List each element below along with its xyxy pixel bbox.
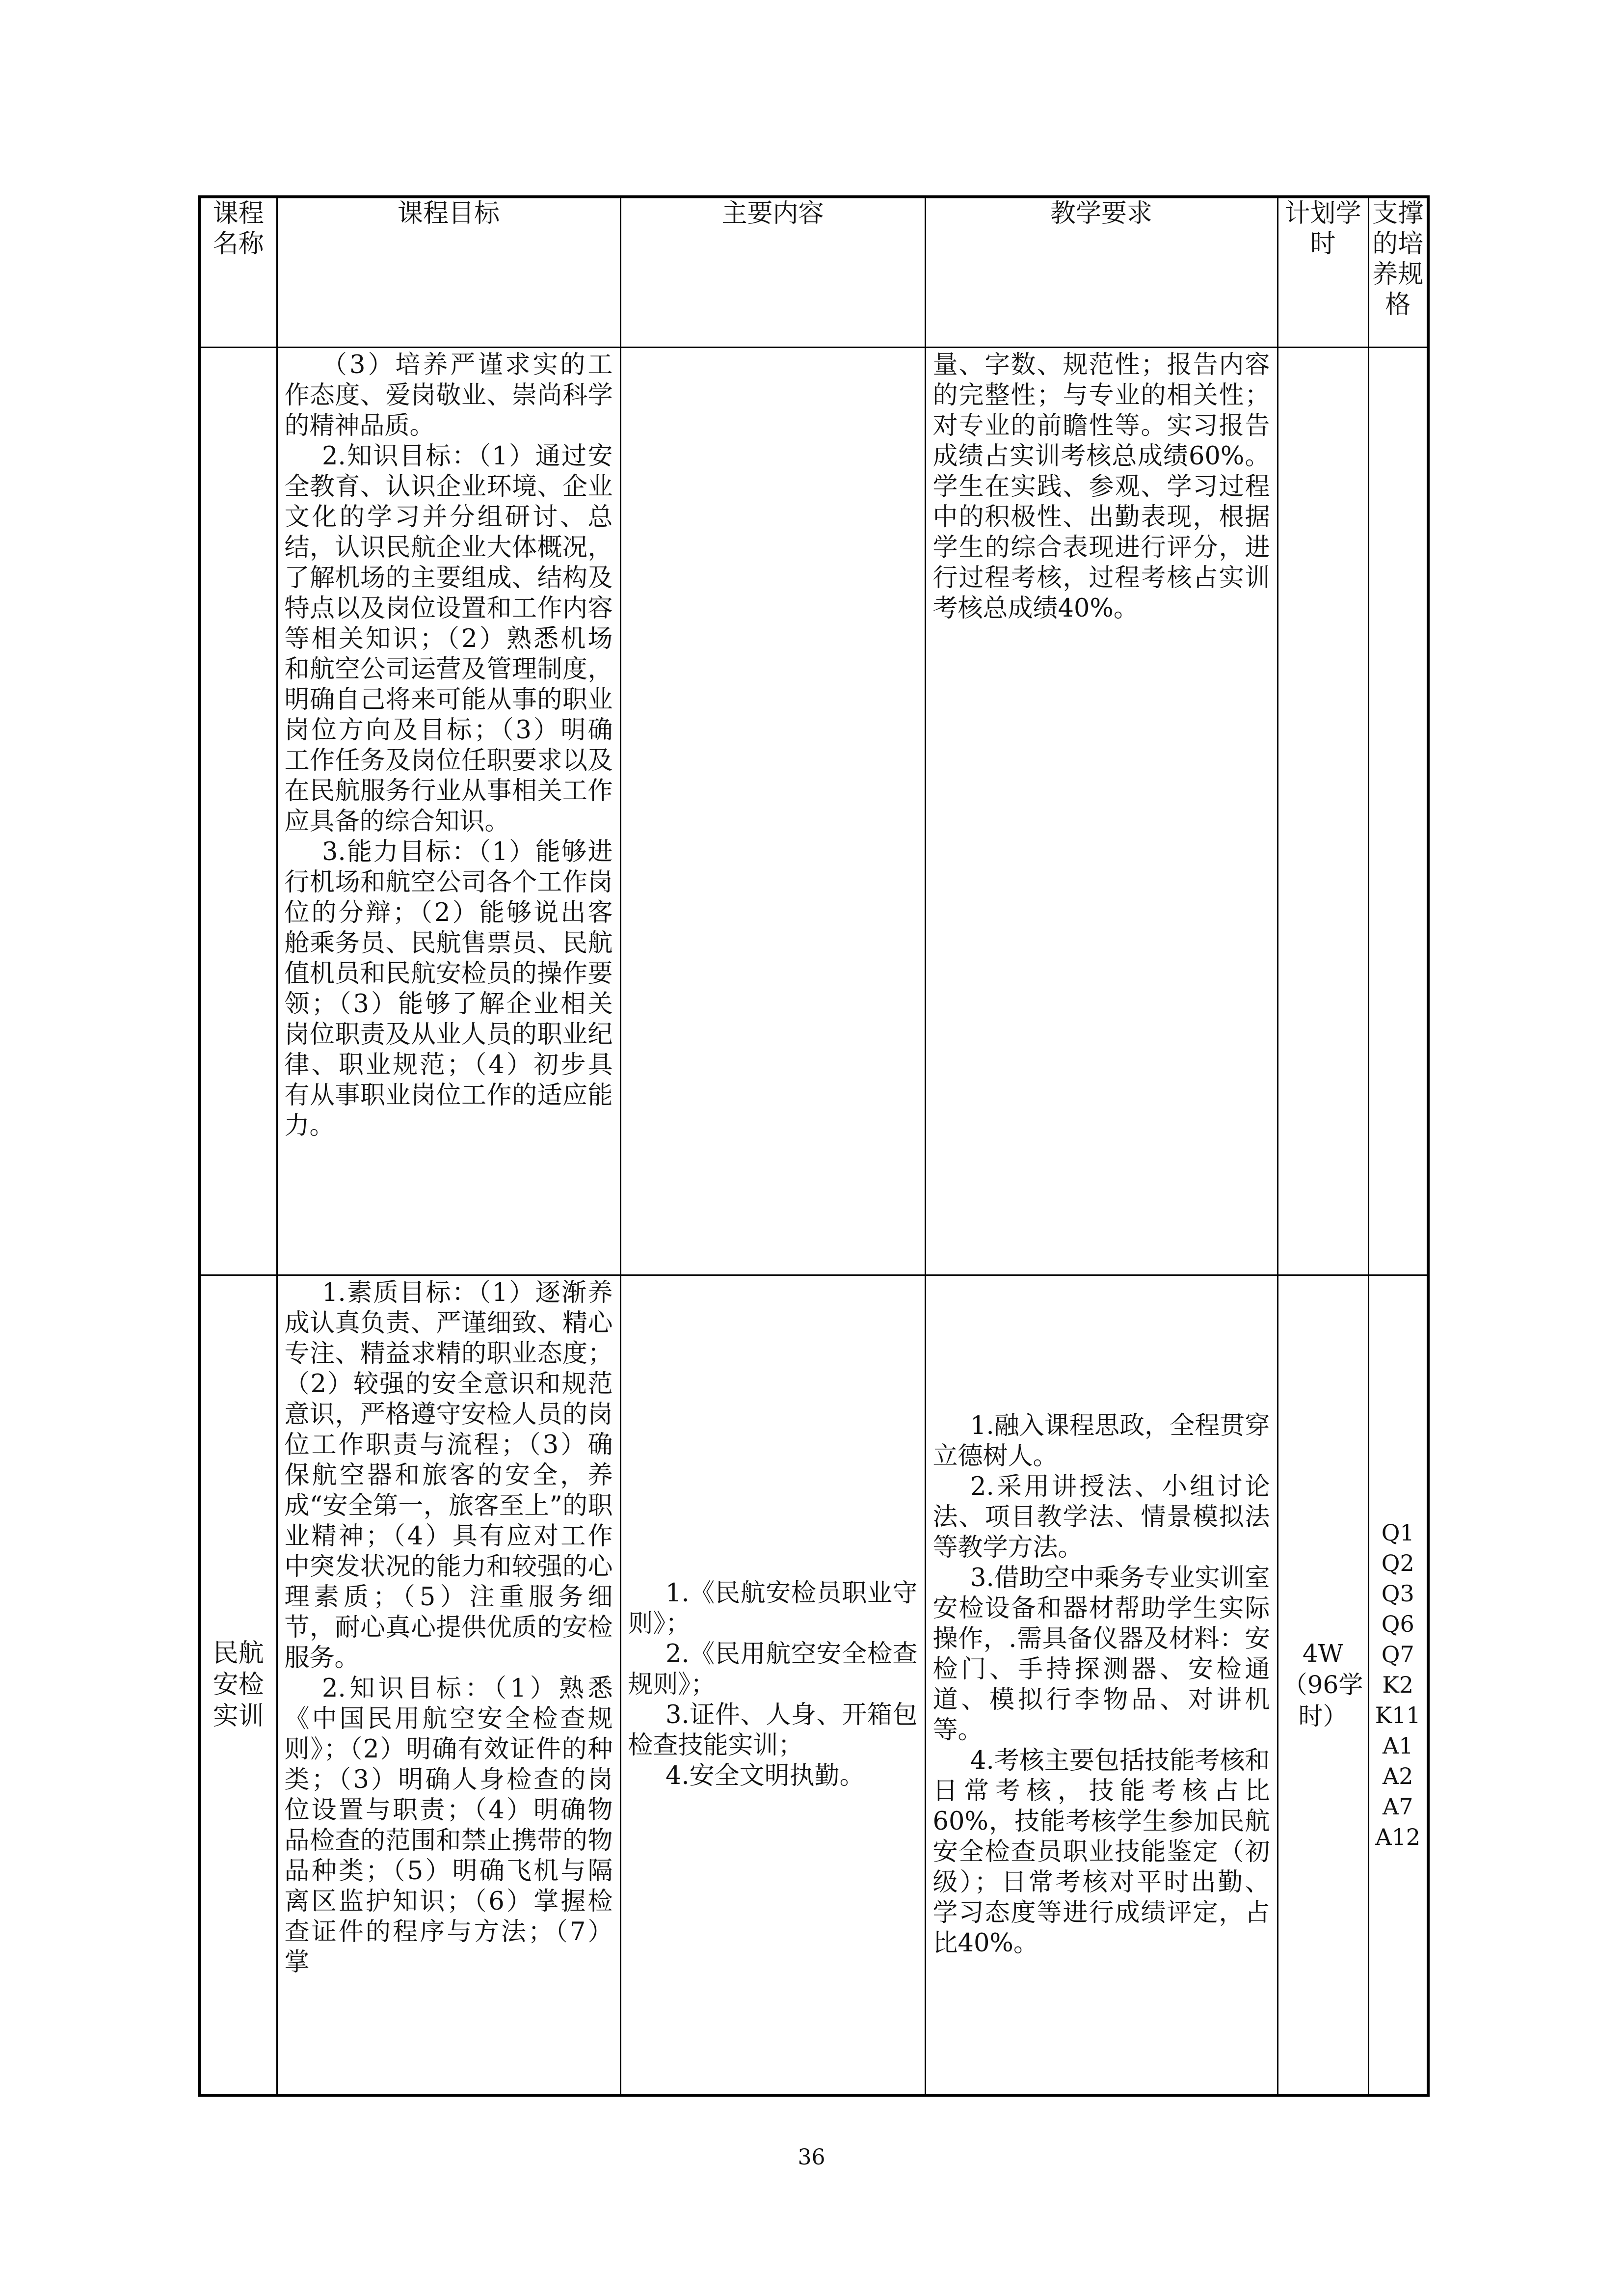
spec-code: A7: [1383, 1793, 1413, 1820]
objective-paragraph: 2.知识目标：（1）通过安全教育、认识企业环境、企业文化的学习并分组研讨、总结，认识民航企业大体概况，了解机场的主要组成、结构及特点以及岗位设置和工作内容等相关知识；（2）熟悉机场和航空公司运营及管理制度，明确自己将来可能从事的职业岗位方向及目标；（3）明确工作任务及岗位任职要求以及在民航服务行业从事相关工作应具备的综合知识。: [284, 442, 613, 836]
objectives-cell: [277, 348, 620, 1275]
header-requirements: 教学要求: [925, 197, 1277, 348]
spec-code: Q1: [1381, 1519, 1414, 1546]
spec-code: K2: [1382, 1671, 1414, 1698]
header-hours: 计划学时: [1277, 197, 1368, 348]
content-item: 2.《民用航空安全检查规则》；: [628, 1639, 918, 1699]
header-objectives: 课程目标: [277, 197, 620, 348]
table-row: [199, 1275, 1428, 2095]
hours-cell: 4W（96学时）: [1277, 1275, 1368, 2095]
specs-cell: [1368, 1275, 1428, 2095]
objectives-cell: [277, 1275, 620, 2095]
content-item: 4.安全文明执勤。: [665, 1761, 865, 1790]
spec-code: A2: [1383, 1762, 1413, 1789]
requirements-cell: [925, 348, 1277, 1275]
header-specs: 支撑的培养规格: [1368, 197, 1428, 348]
header-content: 主要内容: [620, 197, 925, 348]
requirements-cell: [925, 1275, 1277, 2095]
course-table: [198, 195, 1430, 2097]
content-item: 3.证件、人身、开箱包检查技能实训；: [628, 1700, 918, 1760]
spec-code: Q7: [1381, 1641, 1414, 1668]
spec-code: A1: [1383, 1732, 1413, 1759]
content-cell: [620, 348, 925, 1275]
page-number: 36: [798, 2145, 825, 2170]
header-course-name: 课程名称: [199, 197, 277, 348]
objective-paragraph: 1.素质目标：（1）逐渐养成认真负责、严谨细致、精心专注、精益求精的职业态度；（2）较强的安全意识和规范意识，严格遵守安检人员的岗位工作职责与流程；（3）确保航空器和旅客的安全，养成“安全第一，旅客至上”的职业精神；（4）具有应对工作中突发状况的能力和较强的心理素质；（5）注重服务细节，耐心真心提供优质的安检服务。: [284, 1278, 613, 1673]
course-name-cell: [199, 348, 277, 1275]
requirement-paragraph: 量、字数、规范性；报告内容的完整性；与专业的相关性；对专业的前瞻性等。实习报告成绩占实训考核总成绩60%。学生在实践、参观、学习过程中的积极性、出勤表现，根据学生的综合表现进行评分，进行过程考核，过程考核占实训考核总成绩40%。: [932, 351, 1270, 623]
objective-paragraph: 2.知识目标：（1）熟悉《中国民用航空安全检查规则》；（2）明确有效证件的种类；（3）明确人身检查的岗位设置与职责；（4）明确物品检查的范围和禁止携带的物品种类；（5）明确飞机与隔离区监护知识；（6）掌握检查证件的程序与方法；（7）掌: [284, 1674, 613, 1977]
spec-code: Q3: [1381, 1580, 1414, 1607]
requirement-paragraph: 1.融入课程思政，全程贯穿立德树人。: [932, 1411, 1270, 1471]
requirement-paragraph: 3.借助空中乘务专业实训室安检设备和器材帮助学生实际操作，.需具备仪器及材料：安检门、手持探测器、安检通道、模拟行李物品、对讲机等。: [932, 1563, 1270, 1745]
requirement-paragraph: 2.采用讲授法、小组讨论法、项目教学法、情景模拟法等教学方法。: [932, 1472, 1270, 1562]
content-item: 1.《民航安检员职业守则》；: [628, 1578, 918, 1638]
objective-paragraph: （3）培养严谨求实的工作态度、爱岗敬业、崇尚科学的精神品质。: [284, 351, 613, 440]
requirement-paragraph: 4.考核主要包括技能考核和日常考核，技能考核占比60%，技能考核学生参加民航安全检查员职业技能鉴定（初级）；日常考核对平时出勤、学习态度等进行成绩评定，占比40%。: [932, 1746, 1270, 1958]
table-row: [199, 348, 1428, 1275]
spec-code: Q6: [1381, 1610, 1414, 1637]
objective-paragraph: 3.能力目标：（1）能够进行机场和航空公司各个工作岗位的分辩；（2）能够说出客舱乘务员、民航售票员、民航值机员和民航安检员的操作要领；（3）能够了解企业相关岗位职责及从业人员的职业纪律、职业规范；（4）初步具有从事职业岗位工作的适应能力。: [284, 837, 613, 1140]
spec-code: Q2: [1381, 1549, 1414, 1576]
spec-code: K11: [1375, 1702, 1421, 1729]
content-cell: [620, 1275, 925, 2095]
specs-cell: [1368, 348, 1428, 1275]
table-header-row: [199, 197, 1428, 348]
spec-code: A12: [1375, 1823, 1421, 1850]
hours-cell: [1277, 348, 1368, 1275]
course-name-cell: 民航安检实训: [199, 1275, 277, 2095]
